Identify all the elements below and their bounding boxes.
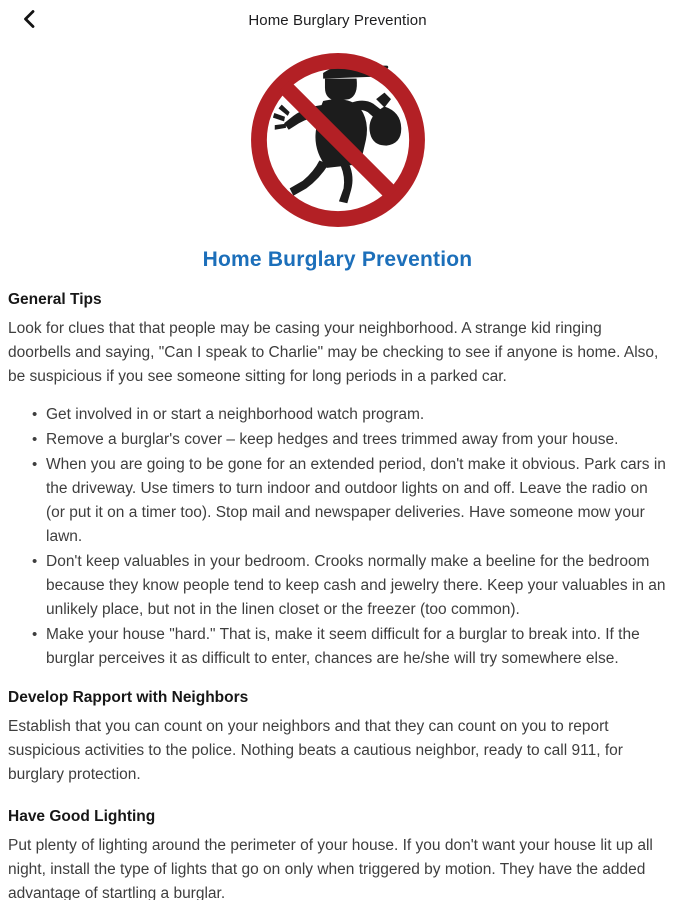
page-title: Home Burglary Prevention — [202, 248, 473, 271]
back-button[interactable] — [14, 4, 46, 36]
body-paragraph: Put plenty of lighting around the perimeter of your house. If you don't want your house lit up all night, install the type of lights that go on only when triggered by motion. They have the added advantage of startling a burglar. — [8, 837, 653, 900]
bullet-item: • Don't keep valuables in your bedroom. Crooks normally make a beeline for the bedroom because they know people tend to keep cash and jewelry there. Keep your valuables in an unlikely place, but not in the linen closet or the freezer (too common). — [32, 550, 667, 622]
top-bar — [0, 0, 675, 40]
bullet-item: • Make your house "hard." That is, make it seem difficult for a burglar to break into. If the burglar perceives it as difficult to enter, chances are he/she will try somewhere else. — [32, 623, 667, 671]
bullet-item: • When you are going to be gone for an extended period, don't make it obvious. Park cars in the driveway. Use timers to turn indoor and outdoor lights on and off. Leave the radio on (or put it on a timer too). Stop mail and newspaper deliveries. Have someone mow your lawn. — [32, 453, 667, 549]
section-heading-develop-rapport: Develop Rapport with Neighbors — [8, 689, 249, 706]
chevron-left-icon — [19, 8, 41, 33]
header-title: Home Burglary Prevention — [248, 11, 427, 29]
body-paragraph: Look for clues that that people may be casing your neighborhood. A strange kid ringing doorbells and saying, "Can I speak to Charlie" may be checking to see if anyone is home. Also, be suspicious if you see someone sitting for long periods in a parked car. — [8, 320, 659, 385]
no-burglar-sign-image — [245, 47, 431, 238]
section-heading-good-lighting: Have Good Lighting — [8, 808, 156, 825]
bullet-item: • Get involved in or start a neighborhood watch program. — [32, 403, 667, 427]
section-heading-general-tips: General Tips — [8, 291, 102, 308]
tips-list — [8, 403, 667, 671]
body-paragraph: Establish that you can count on your neighbors and that they can count on you to report suspicious activities to the police. Nothing beats a cautious neighbor, ready to call 911, for burglary protection. — [8, 718, 623, 783]
bullet-item: • Remove a burglar's cover – keep hedges and trees trimmed away from your house. — [32, 428, 667, 452]
article-content — [0, 290, 675, 900]
